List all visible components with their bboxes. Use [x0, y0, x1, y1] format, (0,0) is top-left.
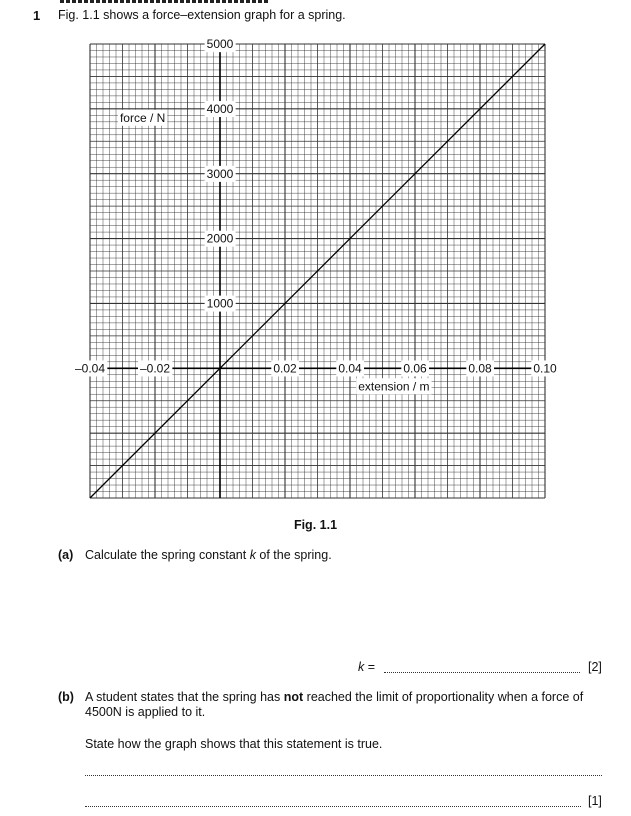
x-axis-label: extension / m	[358, 379, 430, 394]
part-a-answer-label	[358, 660, 375, 674]
part-b-label: (b)	[58, 690, 74, 704]
part-b-line-2: 4500N is applied to it.	[85, 705, 206, 719]
part-b-line-1	[85, 690, 583, 704]
part-b-answer-line-1[interactable]	[85, 775, 602, 776]
answer-equals: =	[364, 660, 376, 674]
part-a-label: (a)	[58, 548, 74, 562]
part-b-line-1-after: reached the limit of proportionality when a force of	[303, 690, 584, 704]
y-tick-label: 4000	[206, 102, 234, 117]
part-b-bold-not: not	[283, 690, 304, 704]
y-tick-label: 2000	[206, 231, 234, 246]
question-number: 1	[33, 8, 41, 23]
y-tick-label: 1000	[206, 296, 234, 311]
part-b-line-1-before: A student states that the spring has	[85, 690, 284, 704]
part-a-variable: k	[249, 548, 256, 562]
y-tick-label: 3000	[206, 166, 234, 181]
x-tick-label: 0.10	[533, 361, 557, 376]
x-tick-label: 0.08	[468, 361, 492, 376]
part-a-answer-line[interactable]	[384, 672, 580, 673]
y-tick-label: 5000	[206, 37, 234, 52]
part-b-marks: [1]	[588, 794, 602, 808]
y-axis-label: force / N	[119, 110, 166, 125]
x-tick-label: –0.04	[74, 361, 106, 376]
x-tick-label: 0.06	[403, 361, 427, 376]
part-a-text-before: Calculate the spring constant	[85, 548, 250, 562]
part-a-question	[85, 548, 332, 562]
figure-caption: Fig. 1.1	[293, 518, 338, 532]
part-a-text-after: of the spring.	[255, 548, 332, 562]
part-b-instruction: State how the graph shows that this statement is true.	[85, 737, 383, 751]
x-tick-label: 0.02	[273, 361, 297, 376]
part-b-answer-line-2[interactable]	[85, 806, 581, 807]
question-intro: Fig. 1.1 shows a force–extension graph for a spring.	[58, 8, 346, 22]
x-tick-label: –0.02	[139, 361, 171, 376]
part-a-marks: [2]	[588, 660, 602, 674]
x-tick-label: 0.04	[338, 361, 362, 376]
answer-variable: k	[358, 660, 365, 674]
